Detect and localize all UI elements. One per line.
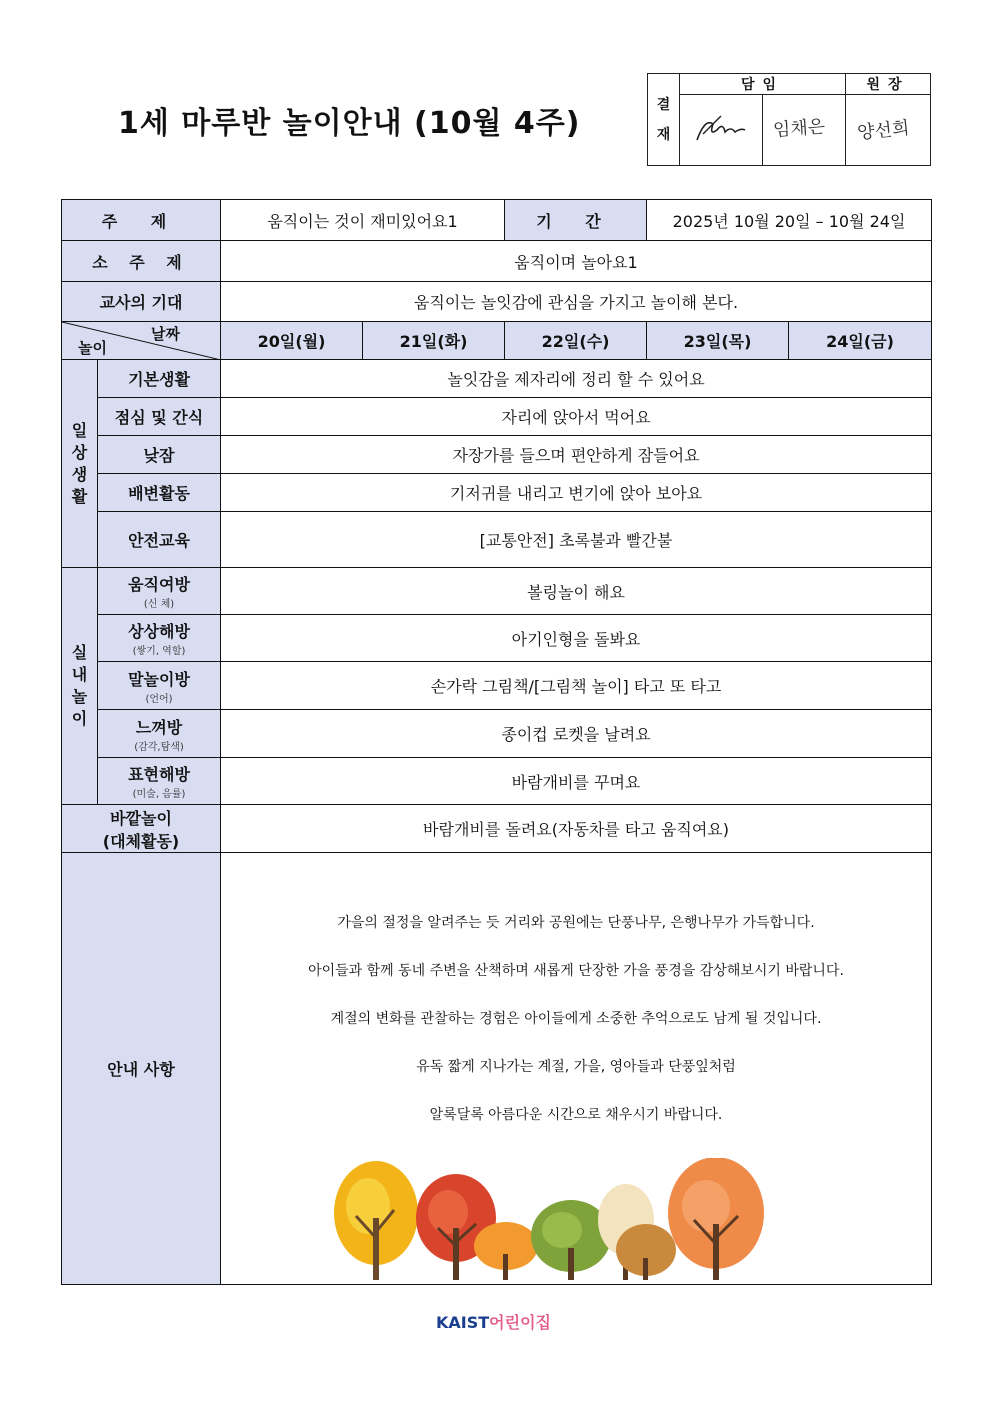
theme-label: 주 제 (62, 200, 221, 241)
approval-box (647, 73, 931, 166)
indoor-row-content: 종이컵 로켓을 날려요 (221, 710, 932, 758)
play-label: 놀이 (78, 339, 107, 357)
date-label: 날짜 (151, 325, 181, 343)
daily-row-label: 배변활동 (98, 474, 221, 512)
homeroom-signature-1 (680, 95, 763, 166)
day-header: 22일(수) (505, 322, 647, 360)
notice-line: 아이들과 함께 동네 주변을 산책하며 새롭게 단장한 가을 풍경을 감상해보시기 바랍니다. (308, 963, 844, 979)
indoor-play-group-label (62, 568, 98, 805)
theme-value: 움직이는 것이 재미있어요1 (221, 200, 505, 241)
indoor-row-content: 바람개비를 꾸며요 (221, 758, 932, 805)
indoor-play-group-text: 실내놀이 (71, 643, 88, 728)
indoor-row-content: 손가락 그림책/[그림책 놀이] 타고 또 타고 (221, 662, 932, 710)
day-header: 23일(목) (647, 322, 789, 360)
indoor-row-content: 아기인형을 돌봐요 (221, 615, 932, 662)
day-header: 21일(화) (363, 322, 505, 360)
autumn-trees-illustration (326, 1158, 786, 1283)
signature-image (691, 108, 751, 148)
daily-life-group-text: 일상생활 (71, 420, 88, 506)
approval-side-text: 결재 (656, 96, 671, 143)
indoor-row-label: 움직여방 (신 체) (98, 568, 221, 615)
daily-row-label: 점심 및 간식 (98, 398, 221, 436)
teacher-expectation-value: 움직이는 놀잇감에 관심을 가지고 놀이해 본다. (221, 282, 932, 322)
homeroom-signature-2 (763, 95, 846, 166)
approval-side-label (648, 74, 680, 166)
outdoor-content: 바람개비를 돌려요(자동차를 타고 움직여요) (221, 805, 932, 853)
logo-name: 어린이집 (489, 1313, 551, 1332)
signature-image (855, 108, 921, 148)
daily-life-group-label (62, 360, 98, 568)
daily-row-label: 기본생활 (98, 360, 221, 398)
daily-row-label: 안전교육 (98, 512, 221, 568)
daily-row-content: [교통안전] 초록불과 빨간불 (221, 512, 932, 568)
notice-line: 계절의 변화를 관찰하는 경험은 아이들에게 소중한 추억으로도 남게 될 것입니다. (330, 1011, 822, 1027)
plan-table (61, 199, 932, 1285)
logo-brand: KAIST (436, 1313, 490, 1332)
daily-row-content: 자장가를 들으며 편안하게 잠들어요 (221, 436, 932, 474)
signature-image (771, 108, 837, 148)
principal-signature (846, 95, 931, 166)
day-header: 24일(금) (789, 322, 932, 360)
subtheme-label: 소 주 제 (62, 241, 221, 282)
date-play-header (62, 322, 221, 360)
indoor-row-label: 상상해방 (쌓기, 역할) (98, 615, 221, 662)
indoor-row-label: 말놀이방 (언어) (98, 662, 221, 710)
subtheme-value: 움직이며 놀아요1 (221, 241, 932, 282)
period-label: 기 간 (505, 200, 647, 241)
svg-text:양선희: 양선희 (856, 117, 911, 144)
daily-row-content: 기저귀를 내리고 변기에 앉아 보아요 (221, 474, 932, 512)
kaist-kindergarten-logo (436, 1310, 551, 1333)
daily-row-content: 자리에 앉아서 먹어요 (221, 398, 932, 436)
period-value: 2025년 10월 20일 – 10월 24일 (647, 200, 932, 241)
indoor-row-content: 볼링놀이 해요 (221, 568, 932, 615)
indoor-row-label: 느껴방 (감각,탐색) (98, 710, 221, 758)
teacher-expectation-label: 교사의 기대 (62, 282, 221, 322)
outdoor-label: 바깥놀이 (대체활동) (62, 805, 221, 853)
notice-text-block (221, 853, 931, 1139)
approval-principal-label: 원장 (846, 74, 931, 95)
notice-label: 안내 사항 (62, 853, 221, 1285)
page-title: 1세 마루반 놀이안내 (10월 4주) (118, 106, 581, 141)
daily-row-label: 낮잠 (98, 436, 221, 474)
notice-line: 알록달록 아름다운 시간으로 채우시기 바랍니다. (429, 1107, 723, 1123)
approval-homeroom-label: 담임 (680, 74, 846, 95)
daily-row-content: 놀잇감을 제자리에 정리 할 수 있어요 (221, 360, 932, 398)
svg-text:임채은: 임채은 (772, 116, 826, 141)
day-header: 20일(월) (221, 322, 363, 360)
indoor-row-label: 표현해방 (미술, 음률) (98, 758, 221, 805)
notice-content (221, 853, 932, 1285)
notice-line: 유독 짧게 지나가는 계절, 가을, 영아들과 단풍잎처럼 (416, 1059, 736, 1075)
notice-line: 가을의 절정을 알려주는 듯 거리와 공원에는 단풍나무, 은행나무가 가득합니다. (337, 915, 815, 931)
